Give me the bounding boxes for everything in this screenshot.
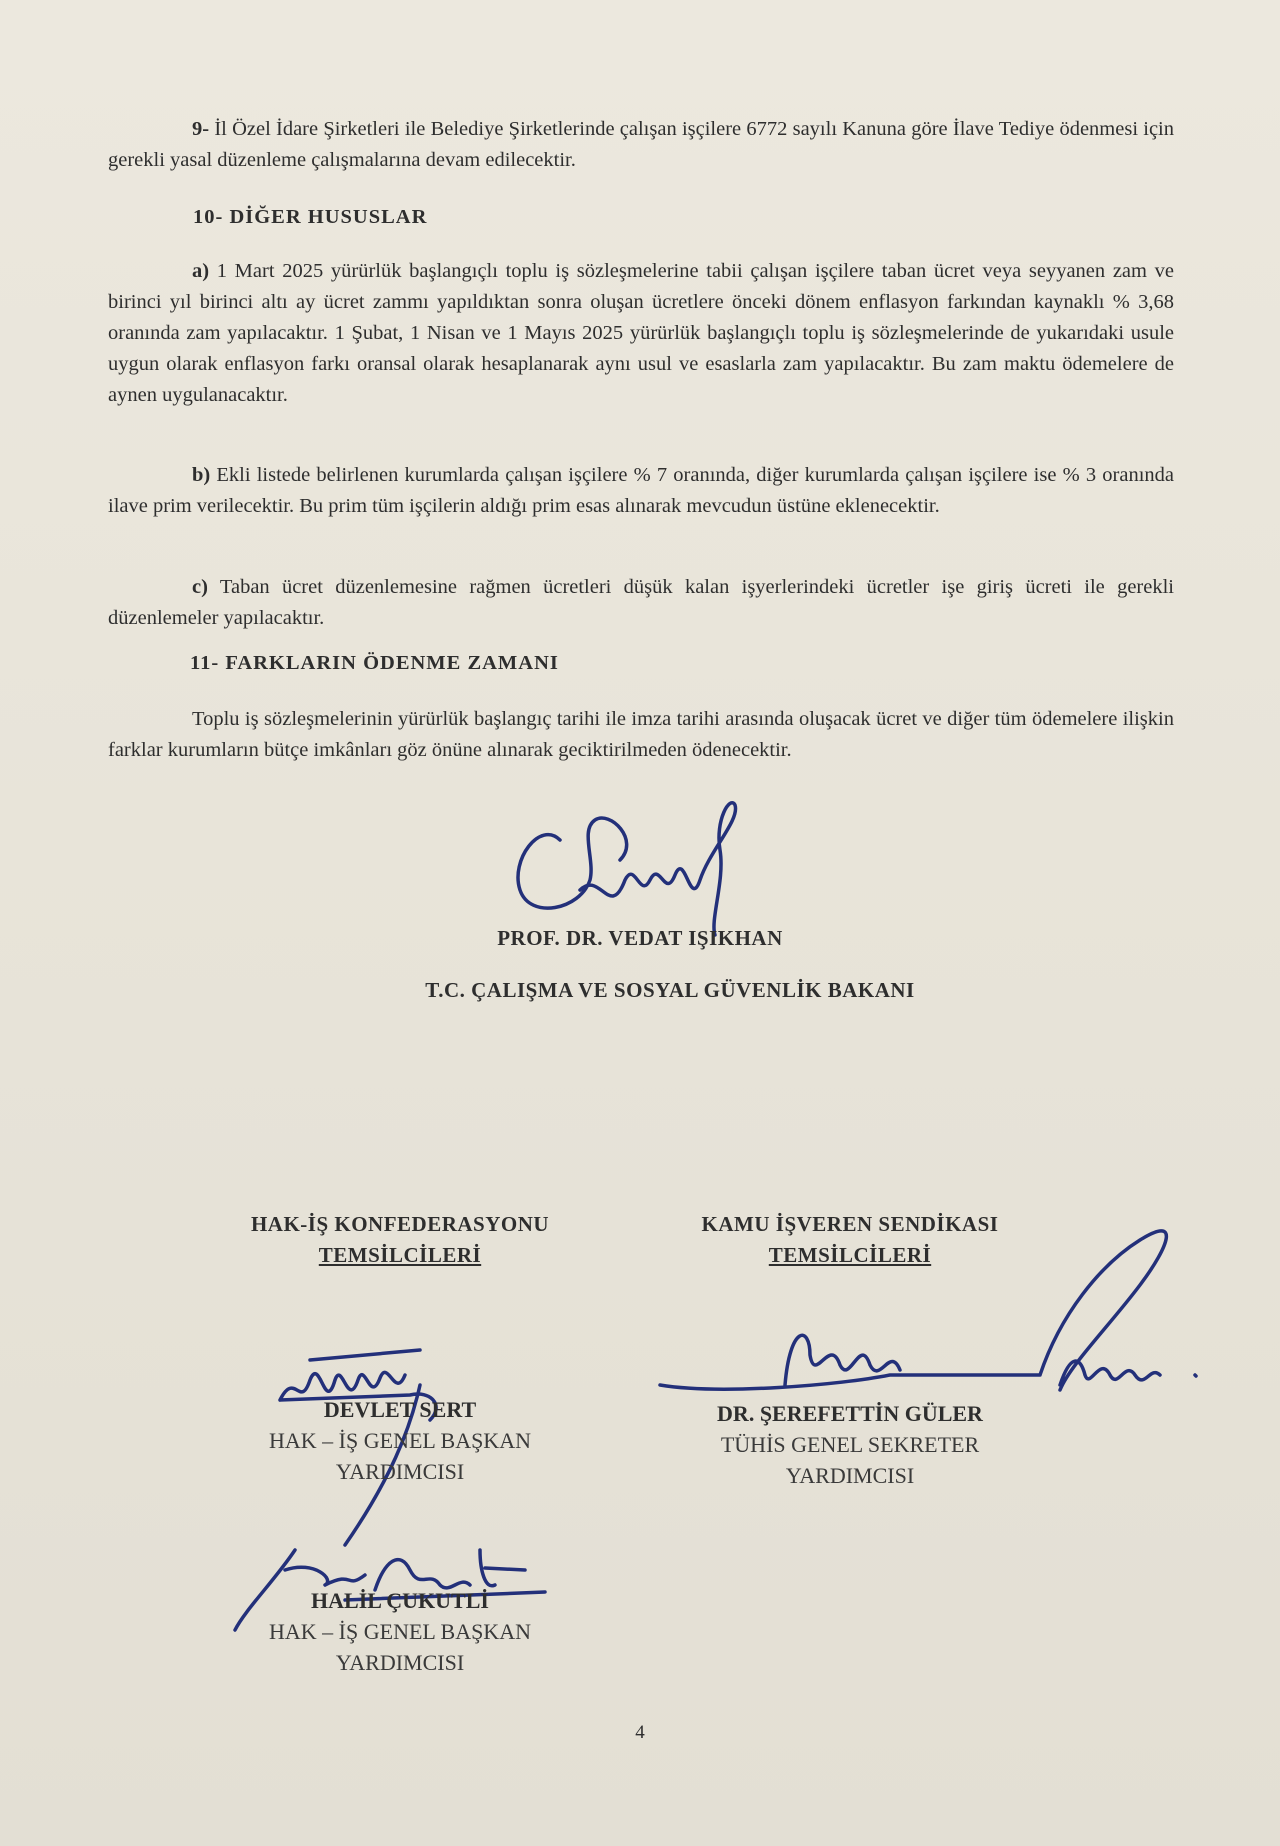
- halil-cukutli-name: HALİL ÇUKUTLİ: [311, 1588, 489, 1613]
- halil-cukutli-title2: YARDIMCISI: [335, 1650, 465, 1675]
- halil-cukutli-title1: HAK – İŞ GENEL BAŞKAN: [269, 1619, 531, 1644]
- devlet-sert-name: DEVLET SERT: [323, 1397, 477, 1422]
- section-11-paragraph: [108, 704, 1174, 766]
- section-11-title: 11- FARKLARIN ÖDENME ZAMANI: [190, 652, 559, 674]
- section-10-c-paragraph: [108, 572, 1174, 634]
- kamu-heading: KAMU İŞVEREN SENDİKASI: [701, 1212, 999, 1236]
- item-9-paragraph: [108, 114, 1174, 176]
- section-10-a-text: 1 Mart 2025 yürürlük başlangıçlı toplu iş sözleşmelerine tabii çalışan işçilere taban ücret veya seyyanen zam ve birinci yıl birinci altı ay ücret zammı yapıldıktan sonra oluşan ücretlere önceki dönem enflasyon farkından kaynaklı % 3,68 oranında zam yapılacaktır. 1 Şubat, 1 Nisan ve 1 Mayıs 2025 yürürlük başlangıçlı toplu iş sözleşmelerinde de yukarıdaki usule uygun olarak enflasyon farkı oransal olarak hesaplanarak aynı usul ve esaslarla zam yapılacaktır. Bu zam maktu ödemelere de aynen uygulanacaktır.: [108, 260, 1174, 406]
- kamu-subheading: TEMSİLCİLERİ: [768, 1243, 932, 1267]
- section-10-b-paragraph: [108, 460, 1174, 522]
- minister-name: PROF. DR. VEDAT IŞIKHAN: [497, 926, 783, 950]
- hak-is-subheading: TEMSİLCİLERİ: [318, 1243, 482, 1267]
- item-9-number: 9-: [192, 118, 210, 140]
- section-10-c-text: Taban ücret düzenlemesine rağmen ücretleri düşük kalan işyerlerindeki ücretler işe giriş ücreti ile gerekli düzenlemeler yapılacaktır.: [108, 576, 1174, 629]
- section-10-c-label: c): [192, 576, 208, 598]
- devlet-sert-title2: YARDIMCISI: [335, 1459, 465, 1484]
- hak-is-rep2: [170, 1585, 630, 1678]
- section-10-b-label: b): [192, 464, 211, 486]
- serefettin-guler-title1: TÜHİS GENEL SEKRETER: [720, 1432, 980, 1457]
- section-10-b-text: Ekli listede belirlenen kurumlarda çalışan işçilere % 7 oranında, diğer kurumlarda çalışan işçilere ise % 3 oranında ilave prim verilecektir. Bu prim tüm işçilerin aldığı prim esas alınarak mevcudun üstüne eklenecektir.: [108, 464, 1174, 517]
- hak-is-rep1: [170, 1394, 630, 1487]
- section-11-text: Toplu iş sözleşmelerinin yürürlük başlangıç tarihi ile imza tarihi arasında oluşacak ücret ve diğer tüm ödemelere ilişkin farklar kurumların bütçe imkânları göz önüne alınarak geciktirilmeden ödenecektir.: [108, 708, 1174, 761]
- serefettin-guler-signature: [640, 1215, 1200, 1425]
- kamu-rep1: [630, 1398, 1070, 1491]
- serefettin-guler-title2: YARDIMCISI: [785, 1463, 915, 1488]
- section-10-a-paragraph: [108, 256, 1174, 411]
- hak-is-heading: HAK-İŞ KONFEDERASYONU: [250, 1212, 550, 1236]
- minister-signature: [500, 800, 760, 940]
- devlet-sert-title1: HAK – İŞ GENEL BAŞKAN: [269, 1428, 531, 1453]
- section-10-a-label: a): [192, 260, 210, 282]
- section-10-title: 10- DİĞER HUSUSLAR: [193, 206, 428, 228]
- serefettin-guler-name: DR. ŞEREFETTİN GÜLER: [717, 1401, 983, 1426]
- page-number: 4: [635, 1722, 645, 1743]
- item-9-text: İl Özel İdare Şirketleri ile Belediye Şirketlerinde çalışan işçilere 6772 sayılı Kanuna göre İlave Tediye ödenmesi için gerekli yasal düzenleme çalışmalarına devam edilecektir.: [108, 118, 1174, 171]
- minister-title: T.C. ÇALIŞMA VE SOSYAL GÜVENLİK BAKANI: [425, 978, 915, 1002]
